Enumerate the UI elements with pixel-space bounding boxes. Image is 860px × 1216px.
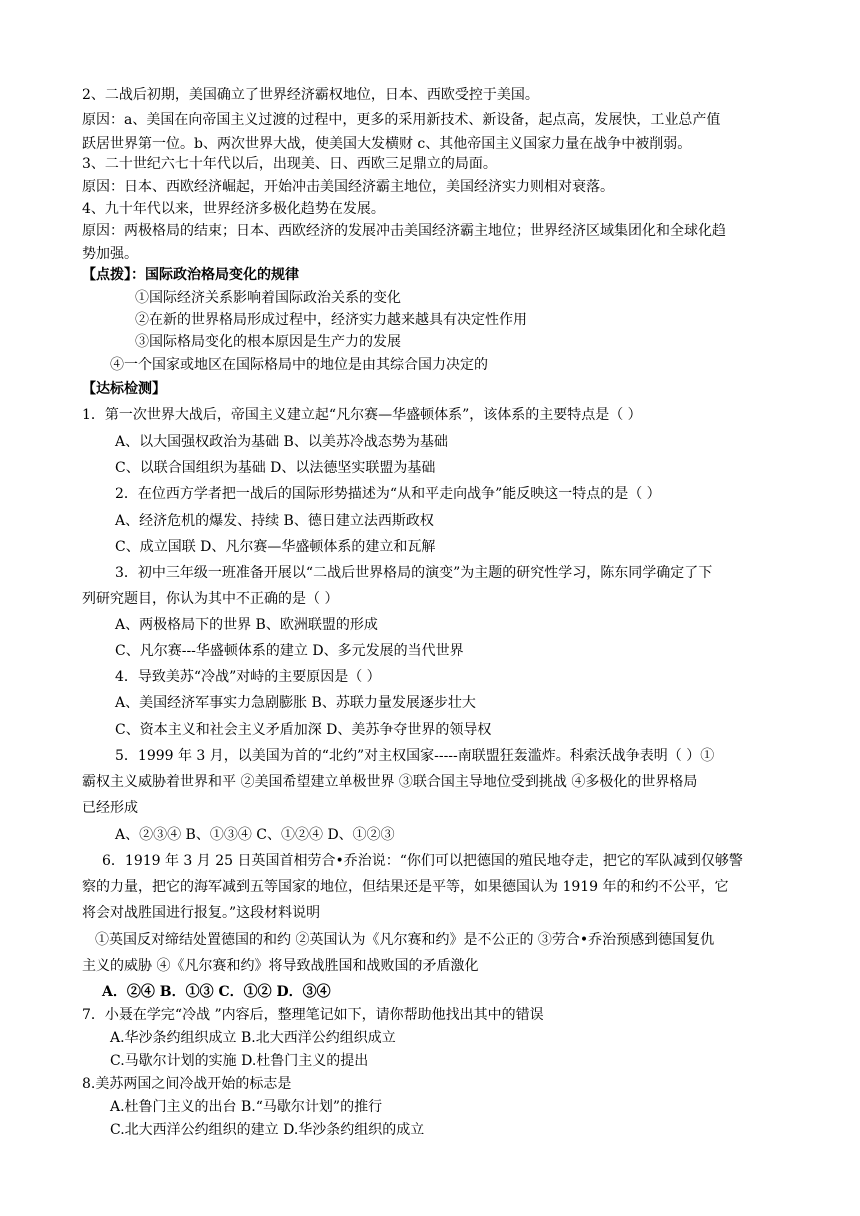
- question-1: 1．第一次世界大战后，帝国主义建立起“凡尔赛—华盛顿体系”，该体系的主要特点是（ ）: [82, 407, 642, 423]
- question-6: 6．1919 年 3 月 25 日英国首相劳合•乔治说：“你们可以把德国的殖民地夺走，把它的军队减到仅够警: [102, 853, 743, 869]
- question-2: 2．在位西方学者把一战后的国际形势描述为“从和平走向战争”能反映这一特点的是（ ）: [115, 486, 661, 502]
- question-option: A、经济危机的爆发、持续 B、德日建立法西斯政权: [115, 513, 434, 529]
- question-6-cont: 主义的威胁 ④《凡尔赛和约》将导致战胜国和战败国的矛盾激化: [82, 958, 479, 974]
- section-heading-tip: 【点拨】：国际政治格局变化的规律: [82, 267, 299, 283]
- text-line: ③国际格局变化的根本原因是生产力的发展: [135, 334, 401, 350]
- question-option: A、以大国强权政治为基础 B、以美苏冷战态势为基础: [115, 434, 448, 450]
- question-option: A、②③④ B、①③④ C、①②④ D、①②③: [115, 827, 395, 843]
- question-option: A、两极格局下的世界 B、欧洲联盟的形成: [115, 617, 378, 633]
- question-6-cont: 将会对战胜国进行报复。”这段材料说明: [82, 905, 321, 921]
- question-7: 7．小聂在学完“冷战 ”内容后，整理笔记如下，请你帮助他找出其中的错误: [82, 1007, 544, 1023]
- question-3-cont: 列研究题目，你认为其中不正确的是（ ）: [82, 591, 339, 607]
- question-4: 4．导致美苏“冷战”对峙的主要原因是（ ）: [115, 669, 381, 685]
- text-line: 原因：日本、西欧经济崛起，开始冲击美国经济霸主地位，美国经济实力则相对衰落。: [82, 179, 614, 195]
- question-option: C、资本主义和社会主义矛盾加深 D、美苏争夺世界的领导权: [115, 722, 492, 738]
- question-option: C、成立国联 D、凡尔赛—华盛顿体系的建立和瓦解: [115, 539, 436, 555]
- question-option: A.杜鲁门主义的出台 B.“马歇尔计划”的推行: [110, 1099, 383, 1115]
- question-option: C、以联合国组织为基础 D、以法德坚实联盟为基础: [115, 460, 436, 476]
- text-line: 4、九十年代以来，世界经济多极化趋势在发展。: [82, 201, 385, 217]
- question-option: A．②④ B．①③ C．①② D．③④: [102, 984, 331, 1000]
- question-option: C、凡尔赛---华盛顿体系的建立 D、多元发展的当代世界: [115, 643, 464, 659]
- question-5-cont: 霸权主义威胁着世界和平 ②美国希望建立单极世界 ③联合国主导地位受到挑战 ④多极化的世界格局: [82, 774, 698, 790]
- question-option: A、美国经济军事实力急剧膨胀 B、苏联力量发展逐步壮大: [115, 695, 476, 711]
- question-8: 8.美苏两国之间冷战开始的标志是: [82, 1076, 292, 1092]
- question-5-cont: 已经形成: [82, 800, 138, 816]
- question-6-cont: 察的力量，把它的海军减到五等国家的地位，但结果还是平等，如果德国认为 1919 年的和约不公平，它: [82, 879, 729, 895]
- text-line: 势加强。: [82, 246, 138, 262]
- text-line: 2、二战后初期，美国确立了世界经济霸权地位，日本、西欧受控于美国。: [82, 87, 539, 103]
- question-5: 5．1999 年 3 月，以美国为首的“北约”对主权国家-----南联盟狂轰滥炸。科索沃战争表明（ ）①: [115, 748, 715, 764]
- text-line: 原因：两极格局的结束；日本、西欧经济的发展冲击美国经济霸主地位；世界经济区域集团化和全球化趋: [82, 223, 726, 239]
- question-3: 3．初中三年级一班准备开展以“二战后世界格局的演变”为主题的研究性学习，陈东同学确定了下: [115, 565, 713, 581]
- section-heading-test: 【达标检测】: [82, 381, 166, 397]
- text-line: 跃居世界第一位。b、两次世界大战，使美国大发横财 c、其他帝国主义国家力量在战争中被削弱。: [82, 136, 692, 152]
- question-6-cont: ①英国反对缔结处置德国的和约 ②英国认为《凡尔赛和约》是不公正的 ③劳合•乔治预感到德国复仇: [95, 932, 715, 948]
- question-option: C.北大西洋公约组织的建立 D.华沙条约组织的成立: [110, 1122, 425, 1138]
- text-line: ①国际经济关系影响着国际政治关系的变化: [135, 290, 401, 306]
- text-line: ④一个国家或地区在国际格局中的地位是由其综合国力决定的: [110, 357, 488, 373]
- question-option: C.马歇尔计划的实施 D.杜鲁门主义的提出: [110, 1053, 369, 1069]
- text-line: ②在新的世界格局形成过程中，经济实力越来越具有决定性作用: [135, 312, 527, 328]
- question-option: A.华沙条约组织成立 B.北大西洋公约组织成立: [110, 1030, 396, 1046]
- text-line: 3、二十世纪六七十年代以后，出现美、日、西欧三足鼎立的局面。: [82, 156, 497, 172]
- text-line: 原因：a、美国在向帝国主义过渡的过程中，更多的采用新技术、新设备，起点高，发展快，工业总产值: [82, 112, 721, 128]
